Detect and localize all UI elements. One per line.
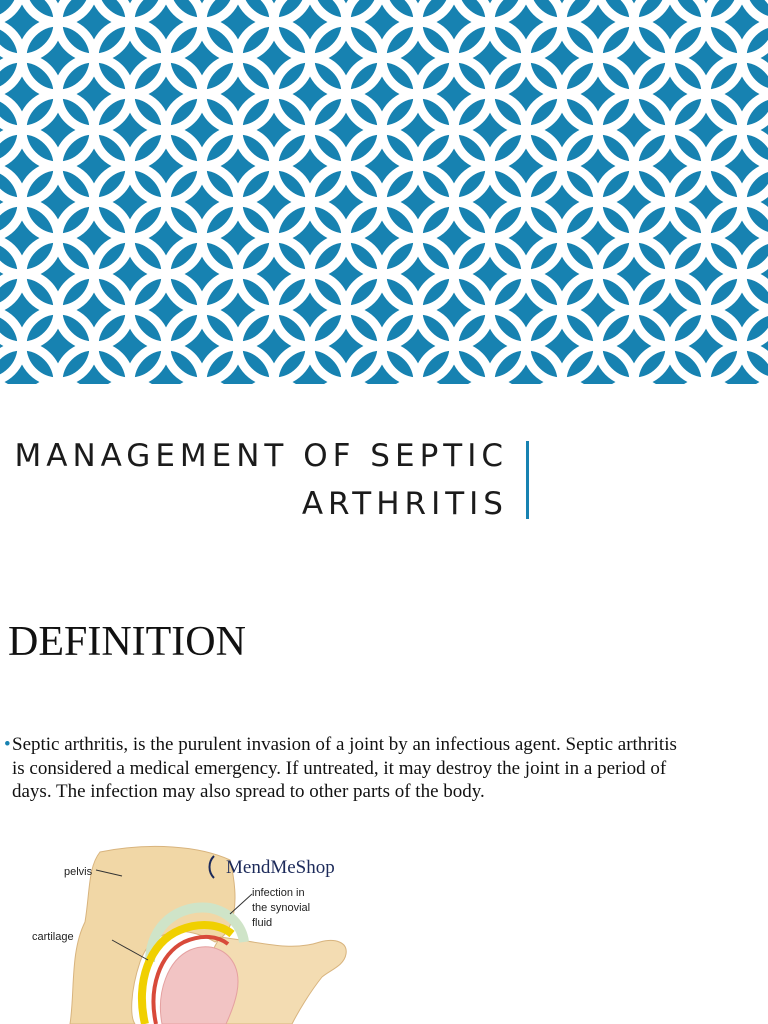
pelvis-label: pelvis (64, 866, 93, 878)
slide-title (15, 432, 509, 528)
cartilage-label: cartilage (32, 931, 74, 943)
hip-joint-illustration (30, 842, 390, 1024)
lattice-pattern (0, 0, 768, 384)
bullet-icon: • (4, 734, 11, 755)
section-heading: DEFINITION (8, 619, 246, 665)
brand-label: MendMeShop (226, 857, 335, 878)
definition-bullet (4, 733, 684, 804)
title-line-2: ARTHRITIS (301, 486, 508, 522)
infection-label-line-3: fluid (252, 917, 273, 929)
title-line-1: MANAGEMENT OF SEPTIC (14, 438, 508, 474)
femoral-head-shape (160, 947, 238, 1024)
decorative-banner (0, 0, 768, 384)
definition-text: Septic arthritis, is the purulent invasion of a joint by an infectious agent. Septic arthritis is considered a medical emergency. If untreated, it may destroy the joint in a period of days. The infection may also spread to other parts of the body. (12, 734, 677, 802)
infection-label-line-1: infection in (252, 887, 305, 899)
title-slide (0, 384, 768, 564)
infection-label-line-2: the synovial (252, 902, 311, 914)
hip-joint-figure (30, 842, 390, 1024)
title-accent-rule (526, 441, 529, 519)
